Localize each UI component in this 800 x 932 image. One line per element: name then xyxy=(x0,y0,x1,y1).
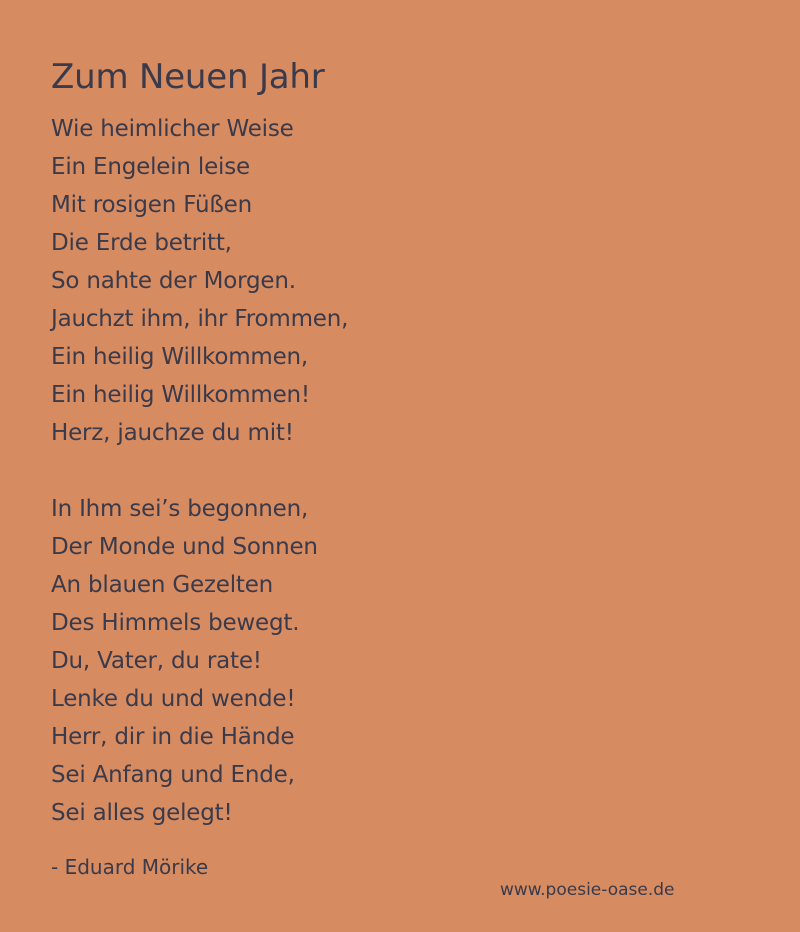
website-url: www.poesie-oase.de xyxy=(500,880,675,900)
poem-line: Die Erde betritt, xyxy=(51,230,232,256)
poem-line: Herz, jauchze du mit! xyxy=(51,420,294,446)
poem-line: Herr, dir in die Hände xyxy=(51,724,295,750)
stanza-2 xyxy=(51,490,318,832)
poem-line: Der Monde und Sonnen xyxy=(51,534,318,560)
poem-author: - Eduard Mörike xyxy=(51,855,209,879)
poem-line: Ein Engelein leise xyxy=(51,154,250,180)
stanza-1 xyxy=(51,110,348,452)
poem-line: Jauchzt ihm, ihr Frommen, xyxy=(51,306,349,332)
poem-line: An blauen Gezelten xyxy=(51,572,274,598)
poem-line: Sei Anfang und Ende, xyxy=(51,762,295,788)
poem-line: Des Himmels bewegt. xyxy=(51,610,300,636)
poem-line: Lenke du und wende! xyxy=(51,686,296,712)
poem-line: Wie heimlicher Weise xyxy=(51,116,294,142)
poem-line: Mit rosigen Füßen xyxy=(51,192,252,218)
poem-line: So nahte der Morgen. xyxy=(51,268,296,294)
poem-title: Zum Neuen Jahr xyxy=(51,57,325,97)
poem-line: Ein heilig Willkommen! xyxy=(51,382,310,408)
poem-line: Ein heilig Willkommen, xyxy=(51,344,309,370)
poem-line: In Ihm sei’s begonnen, xyxy=(51,496,309,522)
poem-line: Sei alles gelegt! xyxy=(51,800,233,826)
poem-line: Du, Vater, du rate! xyxy=(51,648,262,674)
